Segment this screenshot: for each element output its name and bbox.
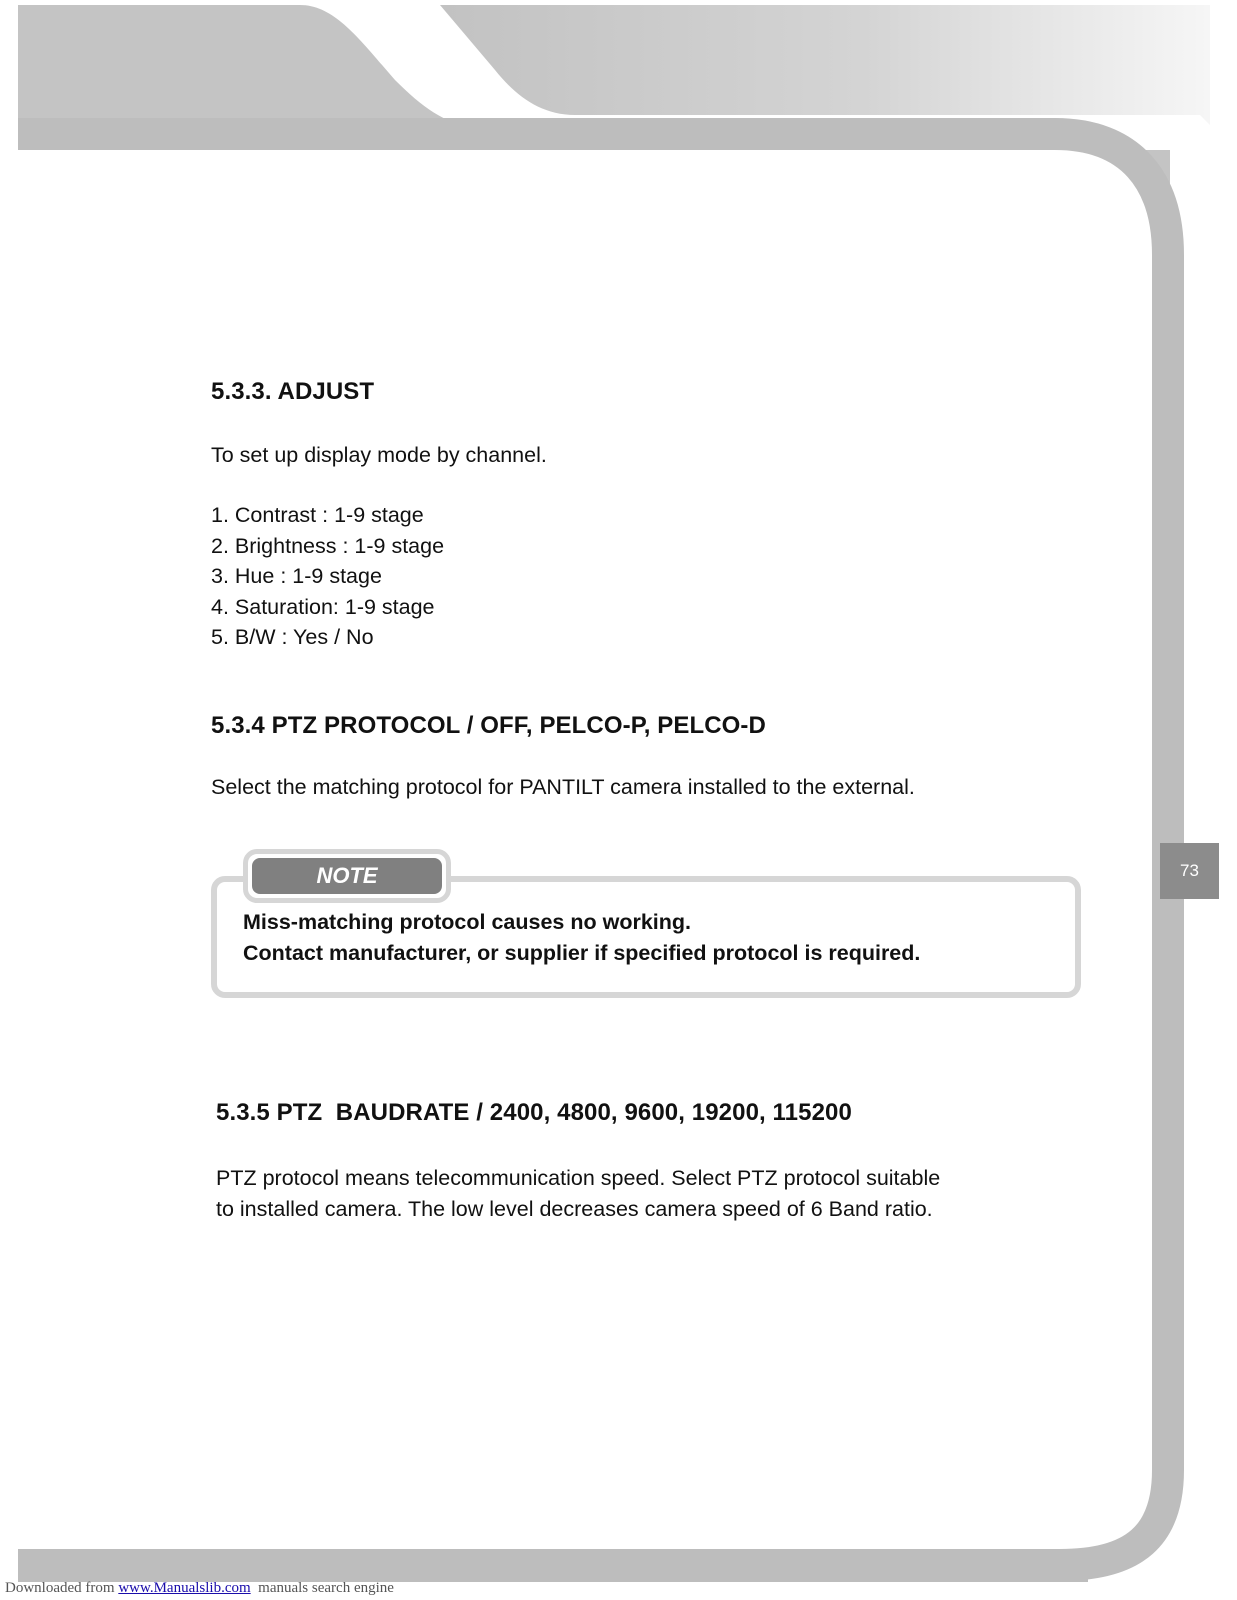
note-line: Contact manufacturer, or supplier if specified protocol is required. [243,940,921,965]
section-title-ptz-baudrate: 5.3.5 PTZ BAUDRATE / 2400, 4800, 9600, 19200, 115200 [216,1099,852,1126]
note-label: NOTE [252,858,442,894]
section-body-ptz-protocol: Select the matching protocol for PANTILT camera installed to the external. [211,775,915,799]
adjust-settings-list [211,500,444,653]
footer-suffix: manuals search engine [250,1580,394,1596]
list-item: 4. Saturation: 1-9 stage [211,594,435,619]
list-item: 2. Brightness : 1-9 stage [211,533,445,558]
section-intro-adjust: To set up display mode by channel. [211,443,547,467]
list-item: 1. Contrast : 1-9 stage [211,503,424,527]
frame-right-border [18,134,1168,1565]
body-line: to installed camera. The low level decreases camera speed of 6 Band ratio. [216,1196,933,1221]
footer-band [18,1549,1088,1582]
note-line: Miss-matching protocol causes no working. [243,910,691,934]
list-item: 5. B/W : Yes / No [211,625,374,649]
manualslib-link[interactable]: www.Manualslib.com [118,1580,251,1596]
footer-prefix: Downloaded from [5,1580,119,1596]
page-number: 73 [1160,843,1219,899]
download-footer [5,1580,394,1597]
body-line: PTZ protocol means telecommunication speed. Select PTZ protocol suitable [216,1166,941,1190]
note-tab [243,849,451,903]
section-body-ptz-baudrate [216,1163,940,1224]
note-content [243,907,920,968]
list-item: 3. Hue : 1-9 stage [211,564,382,588]
section-title-ptz-protocol: 5.3.4 PTZ PROTOCOL / OFF, PELCO-P, PELCO-D [211,712,766,739]
section-title-adjust: 5.3.3. ADJUST [211,378,375,405]
header-gradient [440,5,1210,125]
